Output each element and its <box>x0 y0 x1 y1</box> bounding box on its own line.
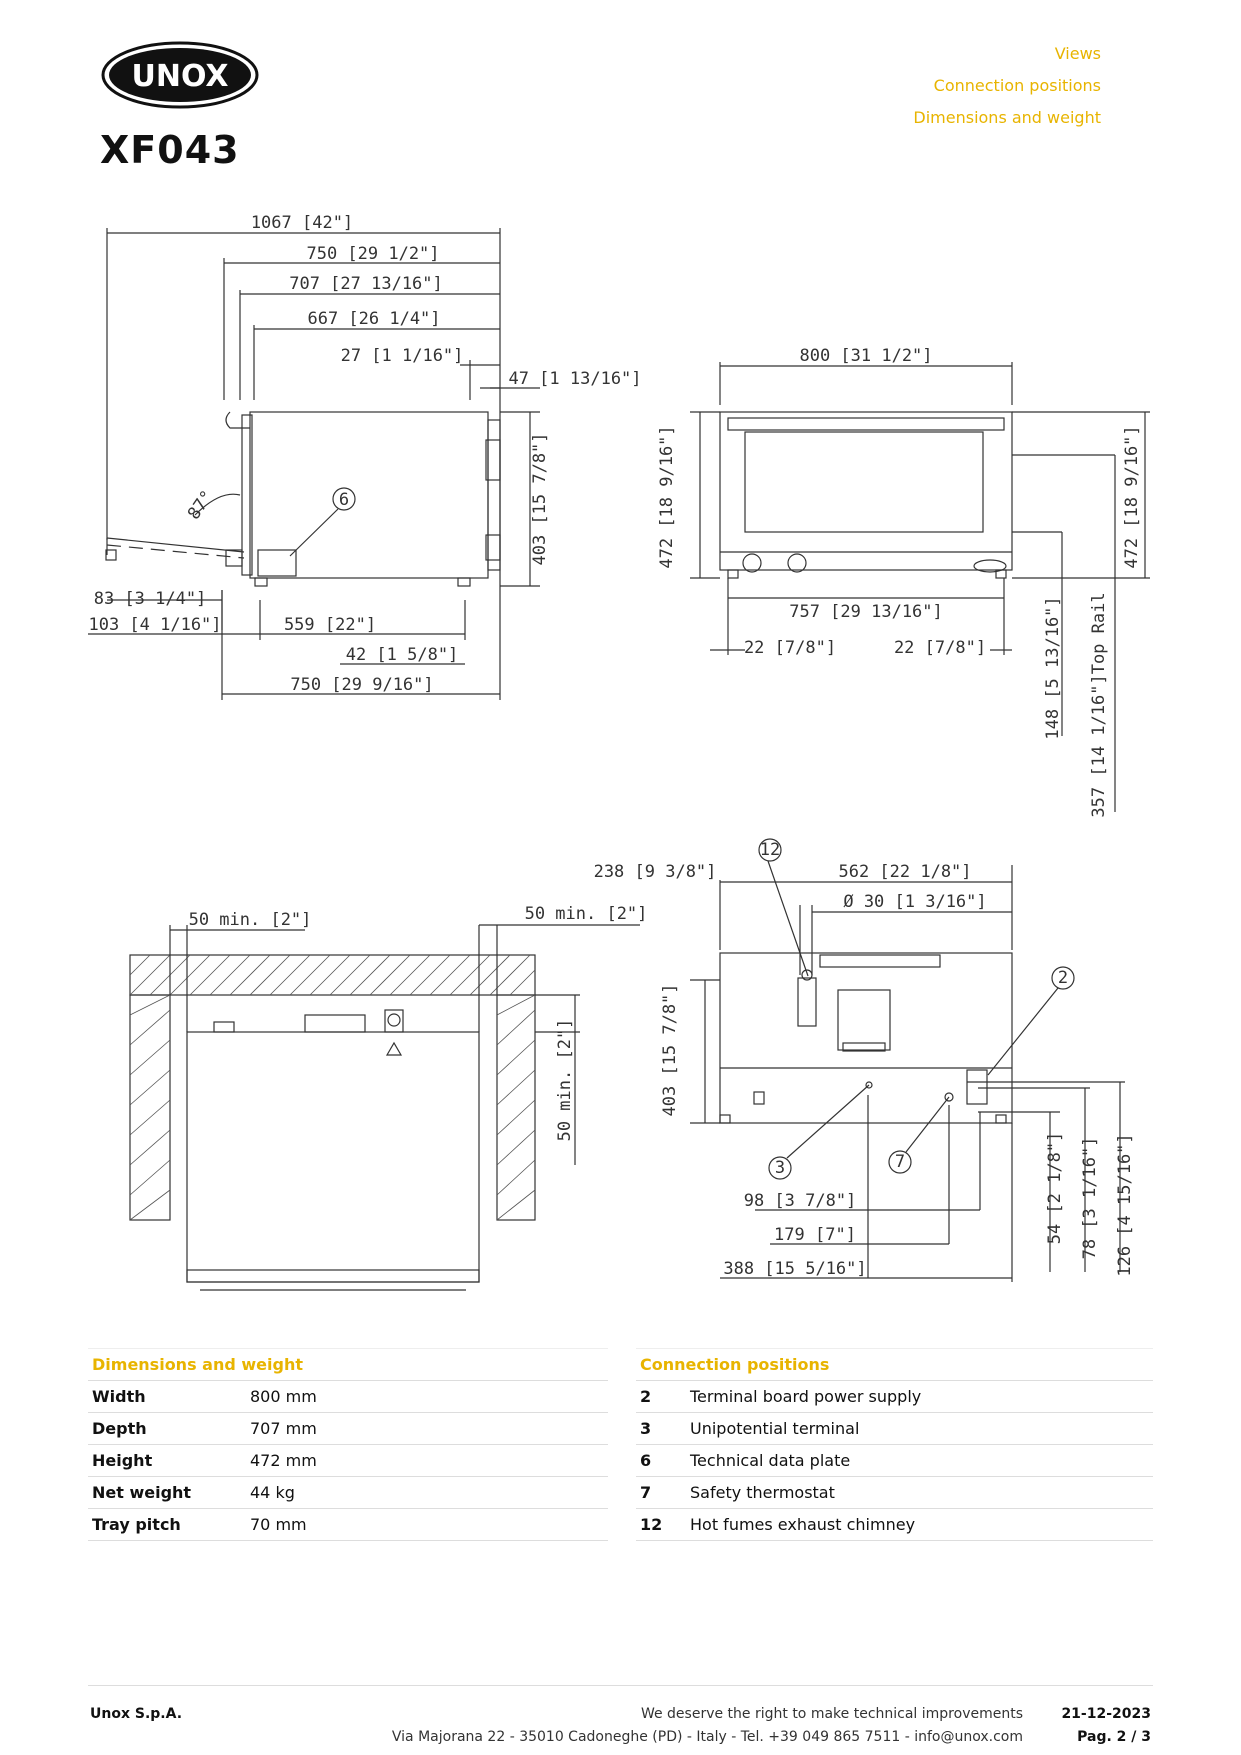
table-row <box>88 1413 608 1445</box>
conn-num: 12 <box>636 1509 686 1541</box>
callout-3: 3 <box>774 1158 786 1178</box>
conn-desc: Safety thermostat <box>686 1477 1153 1509</box>
table-row <box>88 1445 608 1477</box>
dimensions-table <box>88 1348 608 1541</box>
dim-750-bottom: 750 [29 9/16"] <box>290 675 434 695</box>
dim-103: 103 [4 1/16"] <box>88 615 222 635</box>
dim-label: Net weight <box>88 1477 246 1509</box>
dimensions-heading: Dimensions and weight <box>88 1349 608 1381</box>
conn-num: 6 <box>636 1445 686 1477</box>
conn-desc: Unipotential terminal <box>686 1413 1153 1445</box>
table-row <box>636 1509 1153 1541</box>
dim-403-rear: 403 [15 7/8"] <box>660 983 680 1117</box>
callout-6: 6 <box>338 490 350 510</box>
connections-table <box>636 1348 1153 1541</box>
dim-54: 54 [2 1/8"] <box>1045 1131 1065 1245</box>
dim-label: Depth <box>88 1413 246 1445</box>
dim-126: 126 [4 15/16"] <box>1115 1133 1135 1277</box>
front-view <box>690 362 1150 812</box>
footer-page-number: Pag. 2 / 3 <box>1077 1729 1151 1745</box>
dim-50-vertical: 50 min. [2"] <box>555 1018 575 1142</box>
dim-50-right: 50 min. [2"] <box>524 904 648 924</box>
nav-link-connections[interactable]: Connection positions <box>933 76 1101 95</box>
footer-note: We deserve the right to make technical improvements <box>640 1706 1023 1722</box>
dim-472-right: 472 [18 9/16"] <box>1122 425 1142 569</box>
dim-50-left: 50 min. [2"] <box>188 910 312 930</box>
dim-value: 44 kg <box>246 1477 608 1509</box>
table-row <box>636 1413 1153 1445</box>
dim-value: 707 mm <box>246 1413 608 1445</box>
dim-22-left: 22 [7/8"] <box>743 638 837 658</box>
dim-562: 562 [22 1/8"] <box>838 862 972 882</box>
dim-757: 757 [29 13/16"] <box>789 602 943 622</box>
dim-357: 357 [14 1/16"]Top Rail <box>1089 592 1109 818</box>
dim-472-left: 472 [18 9/16"] <box>657 425 677 569</box>
table-row <box>636 1445 1153 1477</box>
callout-7: 7 <box>894 1152 906 1172</box>
dim-27: 27 [1 1/16"] <box>340 346 464 366</box>
dim-label: Tray pitch <box>88 1509 246 1541</box>
conn-desc: Hot fumes exhaust chimney <box>686 1509 1153 1541</box>
footer-company: Unox S.p.A. <box>90 1706 183 1722</box>
conn-desc: Technical data plate <box>686 1445 1153 1477</box>
dim-22-right: 22 [7/8"] <box>893 638 987 658</box>
conn-desc: Terminal board power supply <box>686 1381 1153 1413</box>
dim-83: 83 [3 1/4"] <box>93 589 207 609</box>
dim-667: 667 [26 1/4"] <box>307 309 441 329</box>
dim-label: Width <box>88 1381 246 1413</box>
table-row <box>88 1381 608 1413</box>
dim-388: 388 [15 5/16"] <box>723 1259 867 1279</box>
dim-148: 148 [5 13/16"] <box>1043 596 1063 740</box>
callout-2: 2 <box>1057 968 1069 988</box>
dim-value: 472 mm <box>246 1445 608 1477</box>
logo-text: UNOX <box>131 59 229 94</box>
conn-num: 3 <box>636 1413 686 1445</box>
angle-label: 87° <box>183 486 218 524</box>
nav-link-dimensions[interactable]: Dimensions and weight <box>913 108 1101 127</box>
dim-403-side: 403 [15 7/8"] <box>530 432 550 566</box>
table-row <box>636 1381 1153 1413</box>
dim-30-diameter: Ø 30 [1 3/16"] <box>843 892 987 912</box>
dim-800: 800 [31 1/2"] <box>799 346 933 366</box>
conn-num: 7 <box>636 1477 686 1509</box>
dim-559: 559 [22"] <box>283 615 377 635</box>
dim-179: 179 [7"] <box>774 1225 856 1245</box>
connections-heading: Connection positions <box>636 1349 1153 1381</box>
dim-value: 800 mm <box>246 1381 608 1413</box>
dim-42: 42 [1 5/8"] <box>345 645 459 665</box>
dim-707: 707 [27 13/16"] <box>289 274 443 294</box>
callout-12: 12 <box>759 840 781 860</box>
dim-238: 238 [9 3/8"] <box>593 862 717 882</box>
table-row <box>636 1477 1153 1509</box>
footer-address: Via Majorana 22 - 35010 Cadoneghe (PD) - Italy - Tel. +39 049 865 7511 - info@unox.com <box>391 1729 1023 1745</box>
dim-78: 78 [3 1/16"] <box>1080 1136 1100 1260</box>
dim-750-top: 750 [29 1/2"] <box>306 244 440 264</box>
dim-47: 47 [1 13/16"] <box>508 369 642 389</box>
dim-value: 70 mm <box>246 1509 608 1541</box>
page-footer <box>88 1685 1153 1745</box>
conn-num: 2 <box>636 1381 686 1413</box>
model-title: XF043 <box>100 128 240 172</box>
dim-98: 98 [3 7/8"] <box>743 1191 857 1211</box>
nav-link-views[interactable]: Views <box>1054 44 1101 63</box>
dim-label: Height <box>88 1445 246 1477</box>
dim-1067: 1067 [42"] <box>250 213 354 233</box>
table-row <box>88 1509 608 1541</box>
table-row <box>88 1477 608 1509</box>
footer-date: 21-12-2023 <box>1061 1706 1151 1722</box>
